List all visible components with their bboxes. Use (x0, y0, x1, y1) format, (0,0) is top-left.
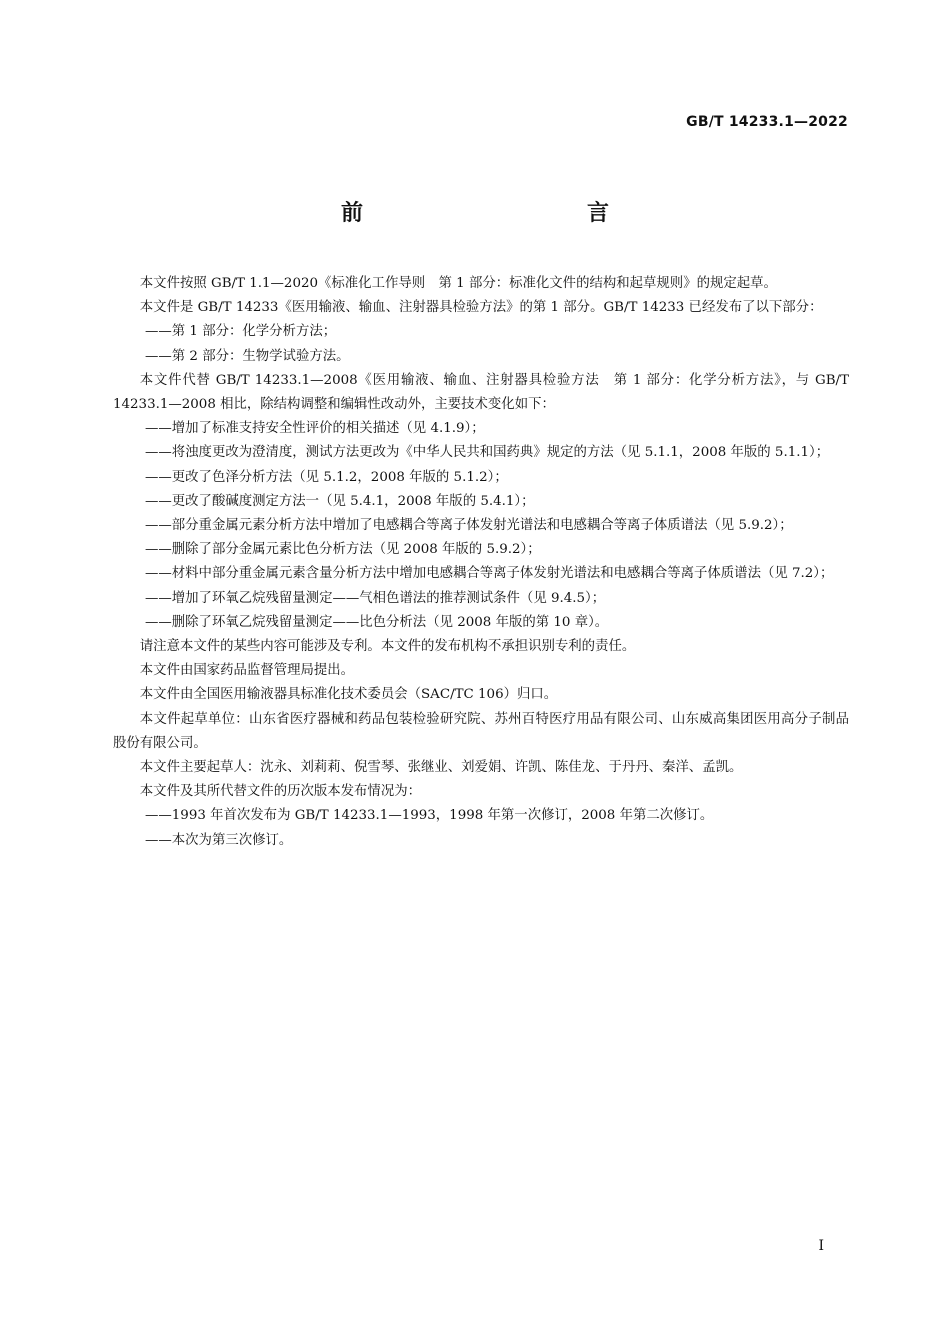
list-item: ——材料中部分重金属元素含量分析方法中增加电感耦合等离子体发射光谱法和电感耦合等离子体质谱法（见 7.2）； (145, 566, 834, 582)
standard-code: GB/T 14233.1—2022 (686, 114, 848, 130)
page-title: 前 言 (340, 201, 669, 226)
list-item: ——第 1 部分：化学分析方法； (145, 324, 337, 340)
list-item: ——更改了色泽分析方法（见 5.1.2，2008 年版的 5.1.2）； (145, 469, 508, 485)
paragraph-history: 本文件及其所代替文件的历次版本发布情况为： (139, 784, 421, 800)
page-number: I (818, 1238, 824, 1254)
list-item: ——增加了环氧乙烷残留量测定——气相色谱法的推荐测试条件（见 9.4.5）； (145, 590, 606, 606)
list-item: ——第 2 部分：生物学试验方法。 (145, 348, 350, 364)
paragraph-drafting-rules: 本文件按照 GB/T 1.1—2020《标准化工作导则 第 1 部分：标准化文件的结构和起草规则》的规定起草。 (139, 276, 777, 291)
paragraph-patent-notice: 请注意本文件的某些内容可能涉及专利。本文件的发布机构不承担识别专利的责任。 (139, 639, 636, 655)
paragraph-replacement: 本文件代替 GB/T 14233.1—2008《医用输液、输血、注射器具检验方法 第 1 部分：化学分析方法》，与 GB/T 14233.1—2008 相比，除结构调整和编辑性改动外，主要技术变化如下： (113, 372, 849, 413)
paragraph-series-parts: 本文件是 GB/T 14233《医用输液、输血、注射器具检验方法》的第 1 部分。GB/T 14233 已经发布了以下部分： (139, 300, 823, 316)
paragraph-drafters: 本文件主要起草人：沈永、刘莉莉、倪雪琴、张继业、刘爱娟、许凯、陈佳龙、于丹丹、秦洋、孟凯。 (139, 760, 743, 776)
paragraph-proposer: 本文件由国家药品监督管理局提出。 (139, 663, 355, 679)
list-item: ——更改了酸碱度测定方法一（见 5.4.1，2008 年版的 5.4.1）； (145, 493, 535, 509)
list-item: ——部分重金属元素分析方法中增加了电感耦合等离子体发射光谱法和电感耦合等离子体质谱法（见 5.9.2）； (145, 518, 793, 534)
paragraph-drafting-units: 本文件起草单位：山东省医疗器械和药品包装检验研究院、苏州百特医疗用品有限公司、山东威高集团医用高分子制品股份有限公司。 (113, 711, 849, 751)
paragraph-committee: 本文件由全国医用输液器具标准化技术委员会（SAC/TC 106）归口。 (139, 687, 558, 703)
list-item: ——删除了部分金属元素比色分析方法（见 2008 年版的 5.9.2）； (145, 542, 541, 558)
list-item: ——增加了标准支持安全性评价的相关描述（见 4.1.9）； (145, 421, 485, 437)
list-item: ——1993 年首次发布为 GB/T 14233.1—1993，1998 年第一次修订，2008 年第二次修订。 (145, 808, 714, 824)
foreword-body (113, 272, 849, 853)
list-item: ——删除了环氧乙烷残留量测定——比色分析法（见 2008 年版的第 10 章）。 (145, 614, 609, 630)
list-item: ——将浊度更改为澄清度，测试方法更改为《中华人民共和国药典》规定的方法（见 5.1.1，2008 年版的 5.1.1）； (145, 445, 830, 461)
list-item: ——本次为第三次修订。 (145, 832, 293, 848)
